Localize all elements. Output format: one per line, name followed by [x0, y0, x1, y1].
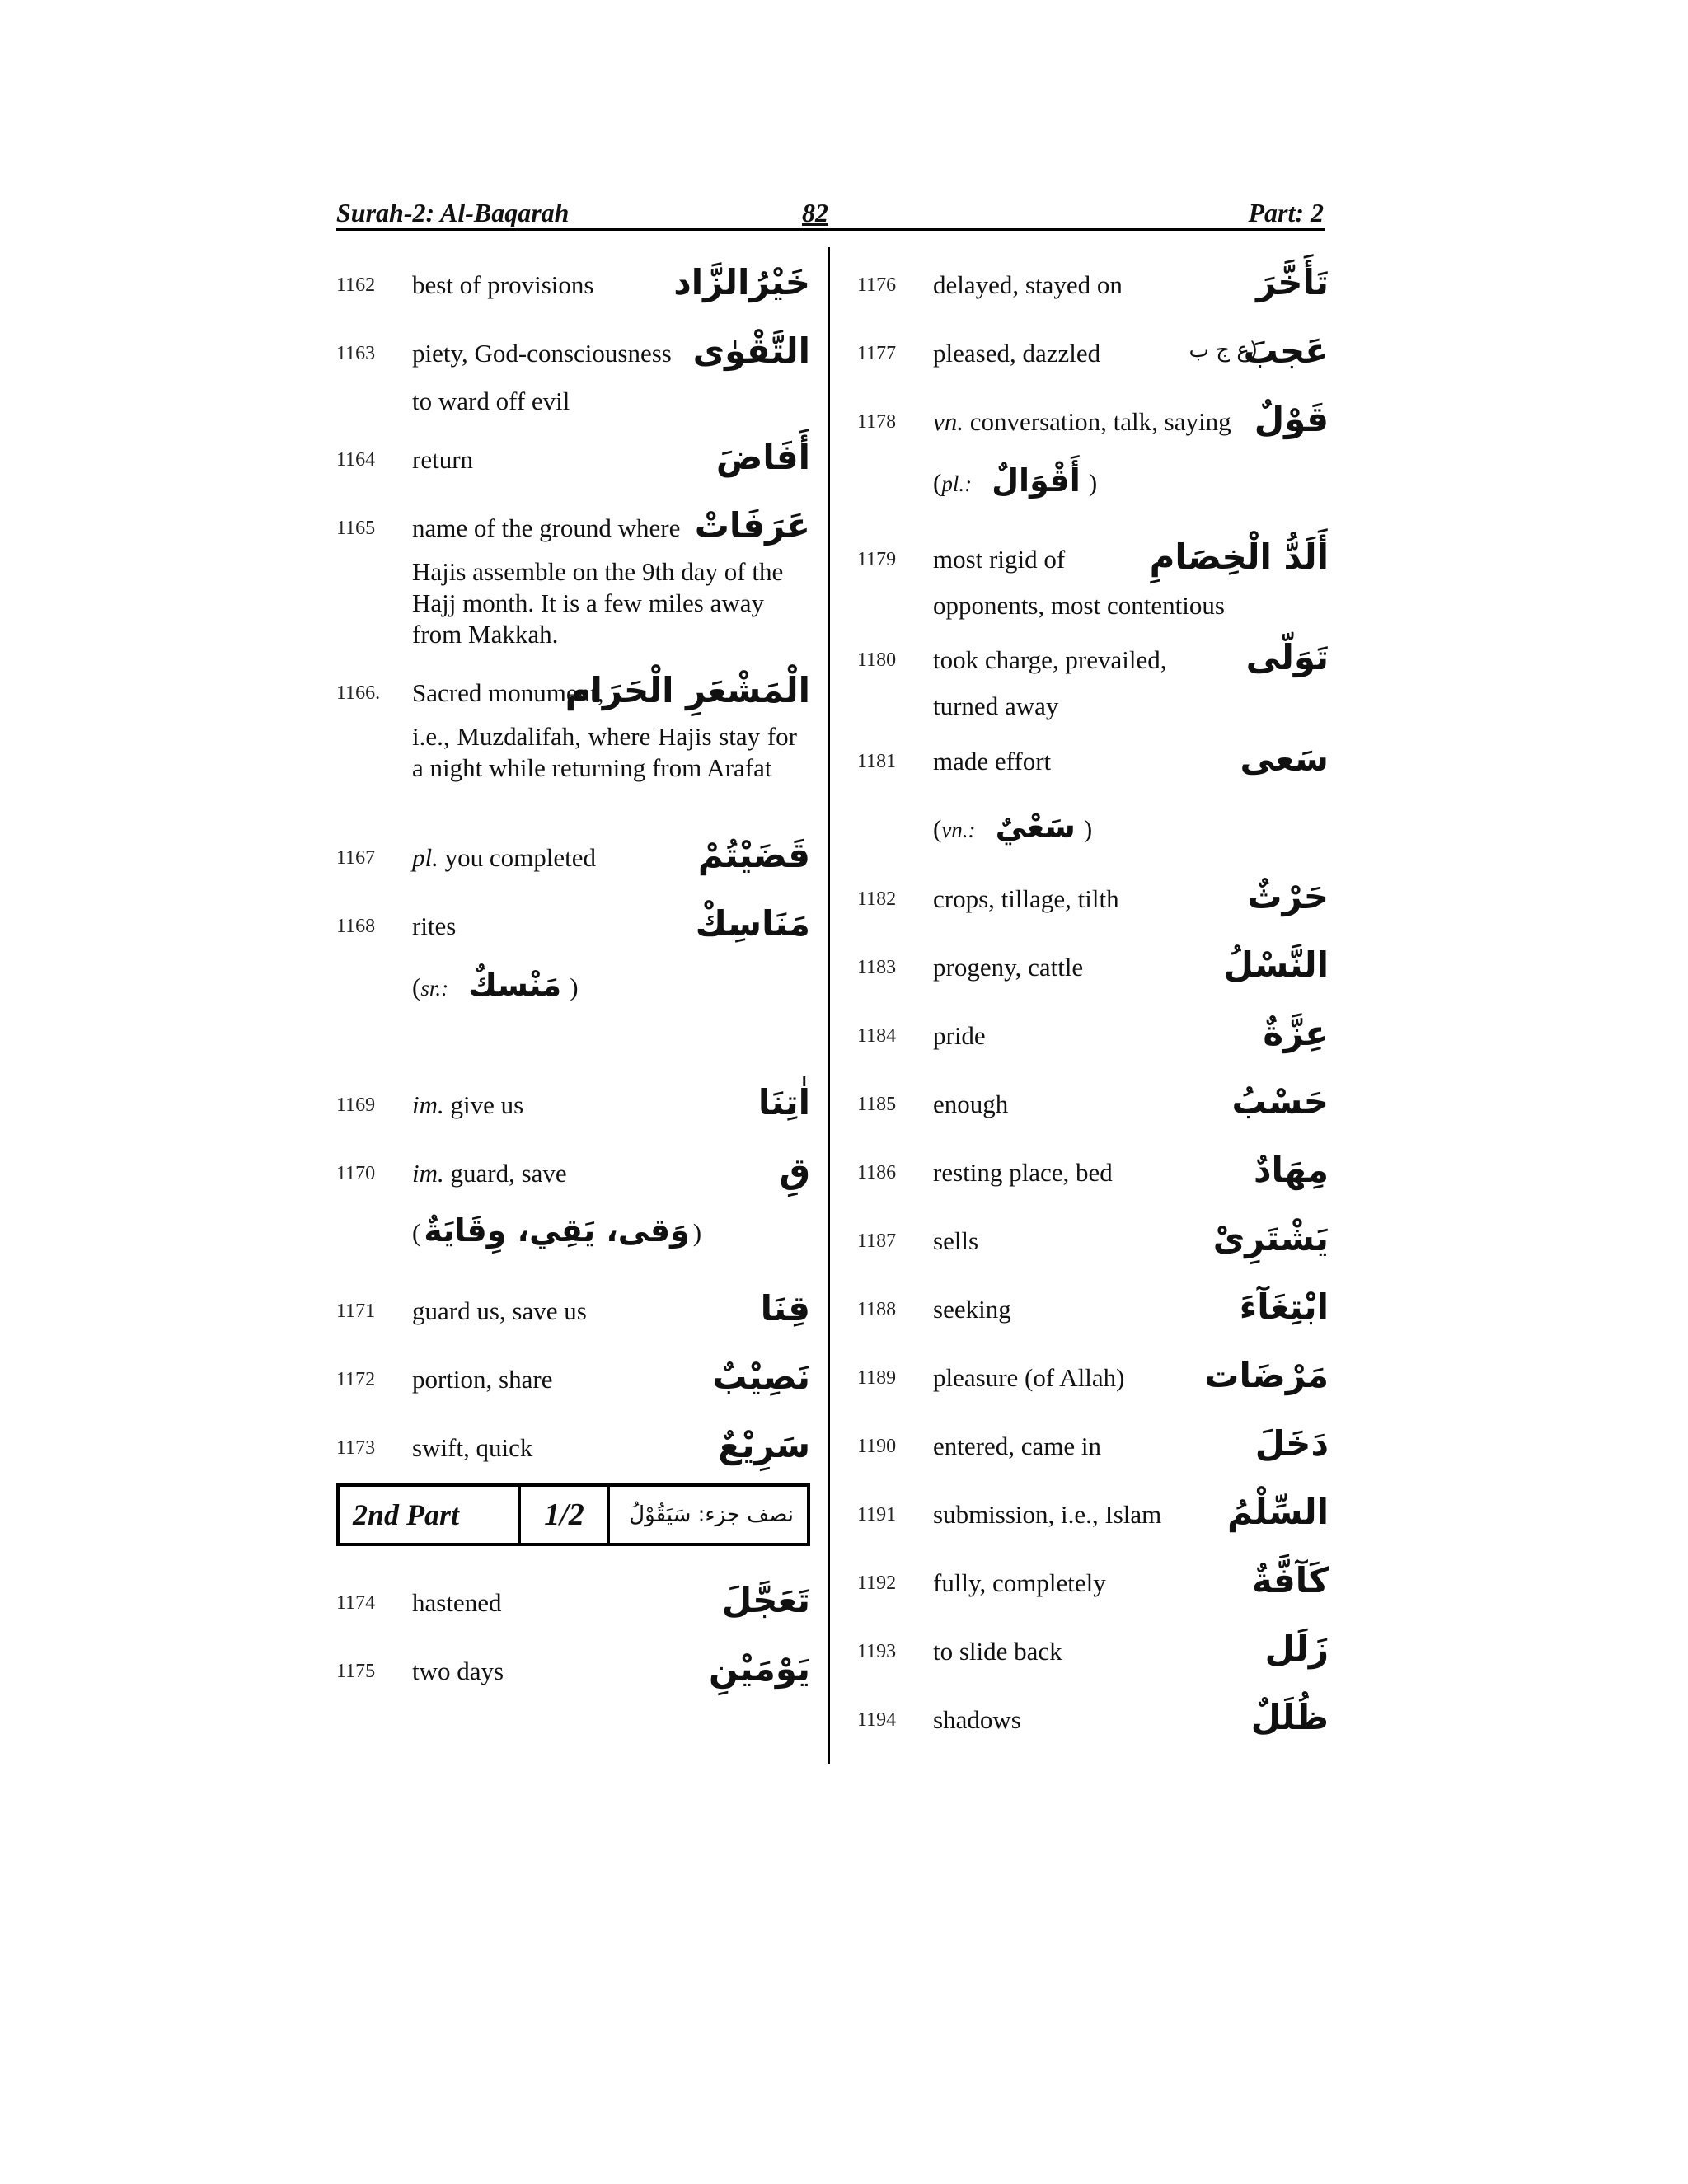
- entry-number: 1178: [857, 411, 897, 433]
- entry-number: 1194: [857, 1709, 897, 1731]
- entry-meaning: rites: [412, 912, 457, 940]
- grammar-tag: sr.:: [420, 976, 449, 1001]
- entry-meaning: sells: [933, 1226, 979, 1255]
- entry-arabic: ظُلَلٌ: [1250, 1697, 1329, 1737]
- grammar-tag: vn.: [933, 407, 964, 436]
- entry-arabic: تَأَخَّرَ: [1256, 262, 1329, 302]
- entry-meaning: pleased, dazzled: [933, 339, 1101, 368]
- entry-meaning: name of the ground where: [412, 513, 681, 542]
- entry-number: 1167: [336, 847, 376, 869]
- entry-arabic: قِنَا: [760, 1288, 810, 1329]
- entry-meaning: swift, quick: [412, 1433, 533, 1462]
- entry-meaning: vn. conversation, talk, saying: [933, 407, 1231, 436]
- entry-meaning: seeking: [933, 1295, 1011, 1324]
- entry-arabic: النَّسْلُ: [1223, 944, 1329, 985]
- entry-arabic: أَفَاضَ: [715, 437, 810, 477]
- entry-arabic: قَضَيْتُمْ: [697, 835, 810, 875]
- entry-number: 1182: [857, 888, 897, 910]
- entry-arabic: الْمَشْعَرِ الْحَرَام: [565, 670, 810, 710]
- entry-number: 1184: [857, 1025, 897, 1047]
- entry-meaning: entered, came in: [933, 1432, 1101, 1460]
- entry-number: 1190: [857, 1436, 897, 1457]
- entry-number: 1172: [336, 1369, 376, 1390]
- entry-arabic: خَيْرُالزَّاد: [673, 262, 810, 302]
- entry-meaning: fully, completely: [933, 1568, 1106, 1597]
- entry-number: 1189: [857, 1367, 897, 1389]
- entry-arabic: أَلَدُّ الْخِصَامِ: [1149, 537, 1329, 577]
- entry-continuation: i.e., Muzdalifah, where Hajis stay for a night while returning from Arafat: [412, 722, 797, 782]
- entry-number: 1176: [857, 274, 897, 296]
- entry-meaning: delayed, stayed on: [933, 270, 1123, 299]
- entry-meaning: pleasure (of Allah): [933, 1363, 1125, 1392]
- entry-arabic: تَوَلّى: [1245, 637, 1329, 677]
- entry-meaning: two days: [412, 1657, 504, 1685]
- part-arabic: نصف جزء: سَيَقُوْلُ: [629, 1502, 794, 1527]
- entry-arabic: يَوْمَيْنِ: [708, 1648, 810, 1689]
- entry-number: 1179: [857, 549, 897, 570]
- entry-number: 1164: [336, 449, 376, 471]
- entry-arabic: عَجبَ: [1243, 330, 1329, 371]
- entry-arabic: مَنَاسِكْ: [695, 903, 810, 944]
- entry-number: 1165: [336, 518, 376, 539]
- entry-meaning: im. give us: [412, 1090, 524, 1119]
- entry-number: 1168: [336, 916, 376, 937]
- entry-meaning: return: [412, 445, 474, 474]
- part-label: 2nd Part: [340, 1487, 521, 1543]
- entry-arabic: حَرْثٌ: [1247, 876, 1329, 916]
- plural-arabic: أَقْوَالٌ: [992, 462, 1081, 499]
- entry-number: 1174: [336, 1592, 376, 1614]
- entry-arabic: مَرْضَات: [1204, 1355, 1329, 1395]
- entry-arabic: مِهَادٌ: [1253, 1150, 1329, 1190]
- entry-number: 1163: [336, 343, 376, 364]
- page-header: [336, 200, 1325, 231]
- entry-arabic: ابْتِغَآءَ: [1239, 1286, 1329, 1327]
- entry-meaning: crops, tillage, tilth: [933, 884, 1119, 913]
- entry-meaning: to slide back: [933, 1637, 1062, 1666]
- entry-continuation: turned away: [933, 691, 1059, 720]
- part-number: Part: 2: [1248, 198, 1324, 227]
- entry-arabic: كَآفَّةٌ: [1251, 1560, 1329, 1601]
- entry-continuation: Hajis assemble on the 9th day of the Hajj month. It is a few miles away from Makkah.: [412, 557, 784, 649]
- entry-arabic: عَرَفَاتْ: [694, 505, 810, 546]
- grammar-tag: pl.:: [941, 471, 973, 496]
- entry-arabic: عِزَّةٌ: [1263, 1013, 1329, 1053]
- entry-continuation: to ward off evil: [412, 387, 570, 415]
- entry-number: 1162: [336, 274, 376, 296]
- entry-arabic: اٰتِنَا: [757, 1082, 810, 1122]
- surah-title: Surah-2: Al-Baqarah: [336, 198, 570, 227]
- entry-conjugation: ( وَقى، يَقِي، وِقَايَةٌ ): [412, 1212, 702, 1249]
- entry-continuation: opponents, most contentious: [933, 591, 1225, 620]
- entry-arabic: زَلَل: [1264, 1629, 1329, 1669]
- entry-number: 1180: [857, 649, 897, 671]
- entry-meaning: portion, share: [412, 1365, 553, 1394]
- grammar-tag: pl.: [412, 843, 438, 872]
- entry-meaning: hastened: [412, 1588, 502, 1617]
- entry-meaning: enough: [933, 1090, 1009, 1118]
- entry-plural: (pl.: أَقْوَالٌ ): [933, 462, 1098, 499]
- entry-meaning: best of provisions: [412, 270, 594, 299]
- entry-number: 1170: [336, 1163, 376, 1184]
- entry-number: 1183: [857, 957, 897, 978]
- page-number: 82: [802, 198, 828, 227]
- entry-number: 1177: [857, 343, 897, 364]
- entry-arabic: سَعى: [1240, 738, 1329, 779]
- entry-meaning: progeny, cattle: [933, 953, 1084, 982]
- entry-number: 1192: [857, 1572, 897, 1594]
- entry-meaning: guard us, save us: [412, 1296, 587, 1325]
- entry-verbal-noun: (vn.: سَعْيٌ ): [933, 808, 1093, 845]
- verbal-noun-arabic: سَعْيٌ: [995, 808, 1076, 845]
- entry-arabic: قَوْلٌ: [1254, 399, 1329, 439]
- entry-number: 1187: [857, 1230, 897, 1252]
- entry-arabic: قِ: [779, 1151, 810, 1191]
- entry-number: 1166.: [336, 682, 381, 704]
- entry-arabic: حَسْبُ: [1231, 1081, 1329, 1122]
- part-marker-box: [336, 1483, 810, 1546]
- entry-meaning: shadows: [933, 1705, 1021, 1734]
- entry-number: 1169: [336, 1094, 376, 1116]
- entry-meaning: resting place, bed: [933, 1158, 1113, 1187]
- entry-arabic: دَخَلَ: [1254, 1423, 1329, 1464]
- entry-number: 1175: [336, 1661, 376, 1682]
- entry-number: 1188: [857, 1299, 897, 1320]
- entry-number: 1185: [857, 1094, 897, 1115]
- entry-arabic: السِّلْمُ: [1227, 1492, 1329, 1532]
- entry-number: 1181: [857, 751, 897, 772]
- entry-arabic: نَصِيْبٌ: [712, 1357, 810, 1397]
- entry-meaning: im. guard, save: [412, 1159, 567, 1188]
- column-divider: [828, 247, 830, 1764]
- entry-number: 1173: [336, 1437, 376, 1459]
- entry-meaning: took charge, prevailed,: [933, 645, 1167, 674]
- entry-arabic: سَرِيْعٌ: [718, 1425, 810, 1465]
- entry-meaning: pride: [933, 1021, 986, 1050]
- entry-meaning: submission, i.e., Islam: [933, 1500, 1162, 1529]
- entry-number: 1171: [336, 1301, 376, 1322]
- entry-meaning: made effort: [933, 747, 1052, 776]
- grammar-tag: im.: [412, 1090, 444, 1119]
- entry-arabic: تَعَجَّلَ: [721, 1580, 810, 1620]
- entry-arabic: يَشْتَرِىْ: [1212, 1218, 1329, 1258]
- entry-number: 1186: [857, 1162, 897, 1183]
- entry-singular: (sr.: مَنْسكٌ ): [412, 967, 579, 1003]
- entry-root: (ع ج ب: [1189, 338, 1258, 363]
- grammar-tag: vn.:: [941, 818, 976, 842]
- singular-arabic: مَنْسكٌ: [468, 967, 562, 1003]
- grammar-tag: im.: [412, 1159, 444, 1188]
- conjugation-arabic: وَقى، يَقِي، وِقَايَةٌ: [424, 1212, 690, 1249]
- part-fraction: 1/2: [521, 1487, 610, 1543]
- entry-meaning: pl. you completed: [412, 843, 596, 872]
- entry-arabic: التَّقْوٰى: [692, 330, 810, 371]
- entry-number: 1191: [857, 1504, 897, 1526]
- entry-meaning: Sacred monument,: [412, 678, 604, 707]
- entry-number: 1193: [857, 1641, 897, 1662]
- entry-meaning: piety, God-consciousness: [412, 339, 672, 368]
- entry-meaning: most rigid of: [933, 545, 1066, 574]
